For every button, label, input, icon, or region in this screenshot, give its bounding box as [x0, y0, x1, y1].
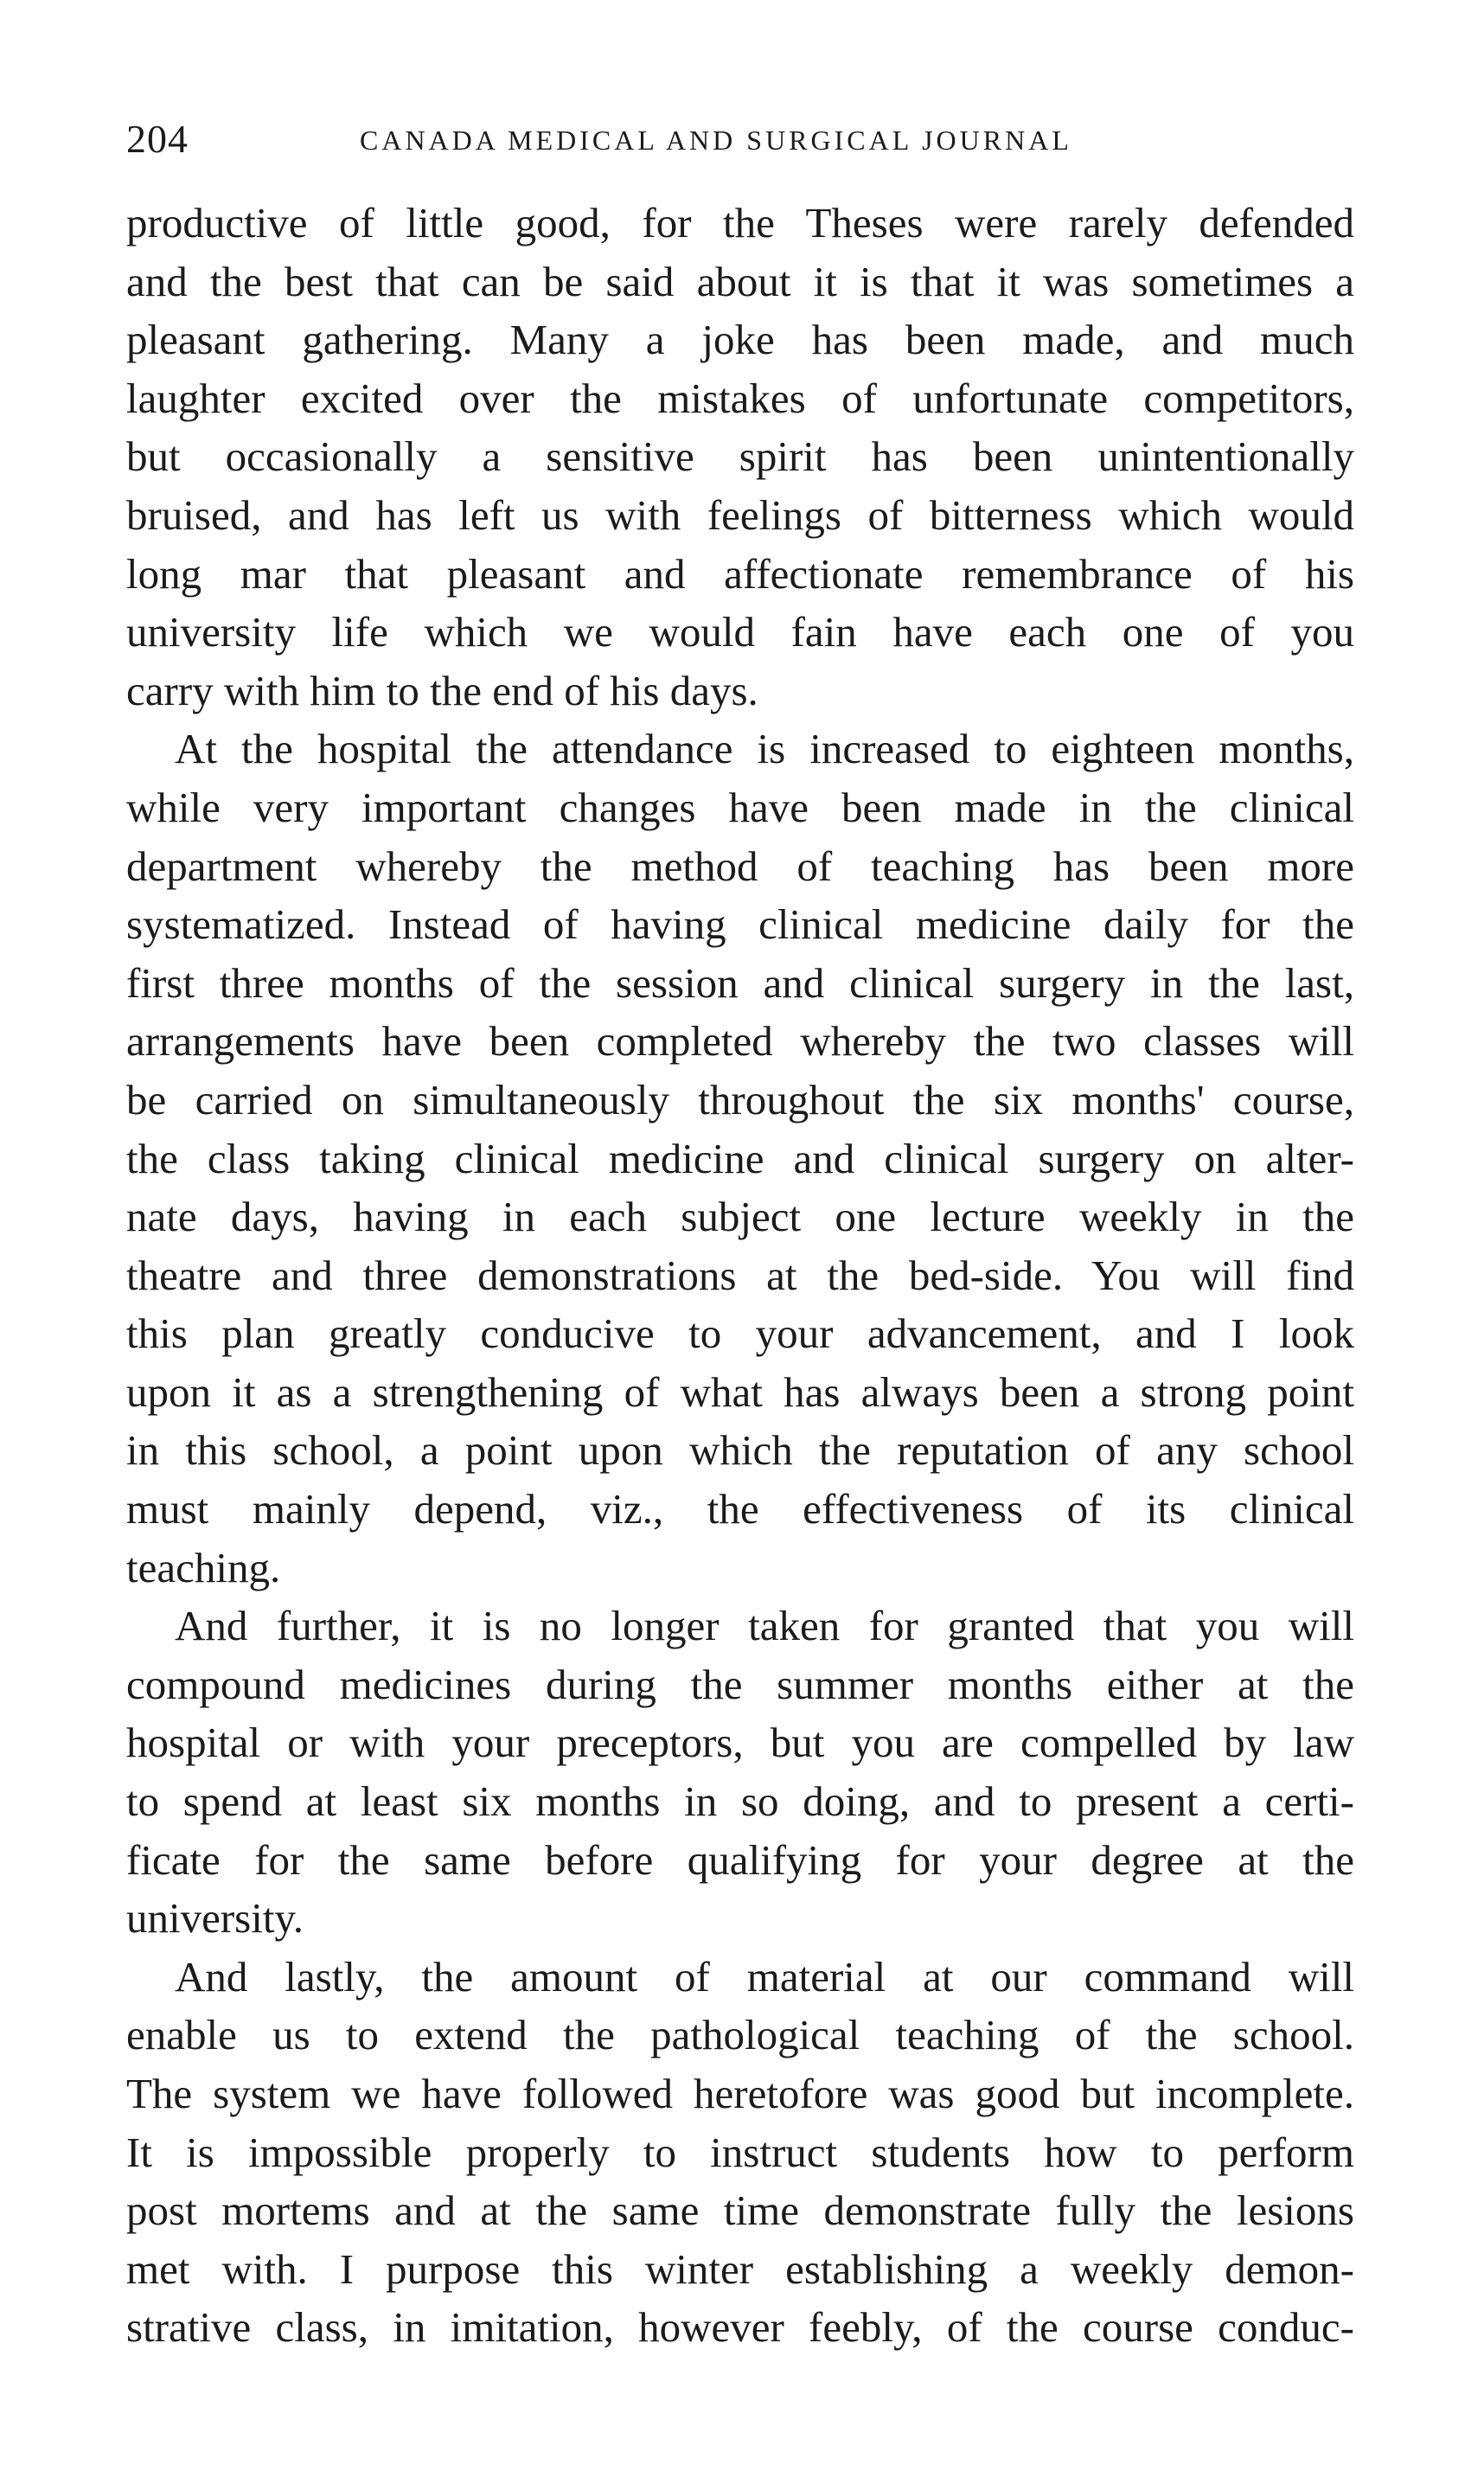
running-head — [126, 109, 1354, 170]
text-line: ficate for the same before qualifying for your degree at the — [126, 1835, 1354, 1884]
text-line: strative class, in imitation, however feebly, of the course conduc- — [126, 2303, 1354, 2352]
text-line: long mar that pleasant and affectionate remembrance of his — [126, 549, 1354, 598]
text-line: must mainly depend, viz., the effectiveness of its clinical — [126, 1485, 1354, 1533]
page — [126, 109, 1354, 2357]
text-line: to spend at least six months in so doing, and to present a certi- — [126, 1777, 1354, 1826]
text-line: nate days, having in each subject one lecture weekly in the — [126, 1193, 1354, 1241]
text-line: upon it as a strengthening of what has always been a strong point — [126, 1367, 1354, 1416]
paragraph-1 — [126, 194, 1354, 720]
text-line: department whereby the method of teaching has been more — [126, 842, 1354, 890]
text-line: And lastly, the amount of material at our command will — [175, 1952, 1354, 2001]
text-line: university. — [126, 1894, 304, 1943]
text-line: The system we have followed heretofore was good but incomplete. — [126, 2070, 1354, 2117]
text-line: arrangements have been completed whereby the two classes will — [126, 1017, 1354, 1066]
text-line: productive of little good, for the Theses were rarely defended — [126, 199, 1354, 246]
text-line: in this school, a point upon which the reputation of any school — [126, 1426, 1354, 1475]
text-line: At the hospital the attendance is increased to eighteen months, — [175, 725, 1354, 773]
text-line: carry with him to the end of his days. — [126, 666, 758, 714]
text-line: met with. I purpose this winter establishing a weekly demon- — [126, 2244, 1354, 2293]
text-line: bruised, and has left us with feelings of bitterness which would — [126, 490, 1354, 539]
text-line: first three months of the session and clinical surgery in the last, — [126, 958, 1354, 1007]
text-line: this plan greatly conducive to your advancement, and I look — [126, 1309, 1354, 1358]
text-line: enable us to extend the pathological teaching of the school. — [126, 2011, 1354, 2059]
text-line: compound medicines during the summer months either at the — [126, 1660, 1354, 1708]
paragraph-4 — [126, 1948, 1354, 2357]
text-line: be carried on simultaneously throughout the six months' course, — [126, 1075, 1354, 1124]
text-line: laughter excited over the mistakes of unfortunate competitors, — [126, 374, 1354, 422]
paragraph-3 — [126, 1597, 1354, 1948]
text-line: theatre and three demonstrations at the bed-side. You will find — [126, 1251, 1354, 1299]
text-line: university life which we would fain have each one of you — [126, 608, 1354, 656]
text-line: And further, it is no longer taken for granted that you will — [175, 1602, 1354, 1650]
text-line: post mortems and at the same time demonstrate fully the lesions — [126, 2186, 1354, 2235]
text-line: It is impossible properly to instruct students how to perform — [126, 2128, 1354, 2176]
text-line: teaching. — [126, 1543, 281, 1591]
text-line: but occasionally a sensitive spirit has been unintentionally — [126, 432, 1354, 481]
journal-title: CANADA MEDICAL AND SURGICAL JOURNAL — [360, 125, 1072, 156]
text-line: and the best that can be said about it is that it was sometimes a — [126, 257, 1354, 305]
text-line: the class taking clinical medicine and clinical surgery on alter- — [126, 1134, 1354, 1182]
text-line: pleasant gathering. Many a joke has been made, and much — [126, 316, 1354, 364]
text-line: systematized. Instead of having clinical medicine daily for the — [126, 900, 1354, 949]
text-line: while very important changes have been made in the clinical — [126, 783, 1354, 831]
page-number: 204 — [126, 117, 189, 161]
text-line: hospital or with your preceptors, but you are compelled by law — [126, 1719, 1354, 1767]
paragraph-2 — [126, 720, 1354, 1597]
